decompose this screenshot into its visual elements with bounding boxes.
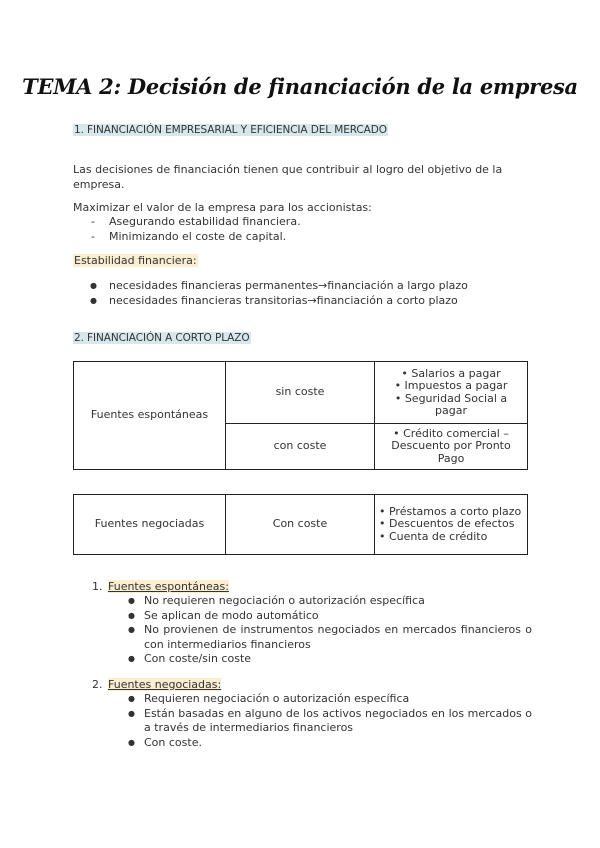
table-item: • Impuestos a pagar: [394, 379, 508, 392]
table-item: • Salarios a pagar: [401, 366, 501, 380]
table-items-cell: [375, 495, 528, 555]
table-items-cell: [375, 424, 528, 470]
spontaneous-sources-table: [73, 361, 528, 470]
list-item: ● Con coste.: [92, 736, 532, 751]
table-cost-cell: sin coste: [226, 362, 375, 424]
list-item: ● necesidades financieras permanentes→financiación a largo plazo: [73, 278, 468, 293]
list-item: ● No provienen de instrumentos negociados en mercados financieros o con intermediarios financieros: [92, 623, 532, 652]
section-1-paragraph: Las decisiones de financiación tienen que contribuir al logro del objetivo de la empresa.: [73, 163, 503, 191]
list-number: 1.: [92, 580, 103, 593]
negotiated-sources-table: [73, 494, 528, 555]
stability-list: [73, 278, 468, 308]
spontaneous-sources-section: [92, 579, 532, 667]
table-label-cell: Fuentes negociadas: [74, 495, 226, 555]
stability-label-row: [73, 253, 533, 268]
list-number: 2.: [92, 678, 103, 691]
maximize-paragraph: Maximizar el valor de la empresa para los accionistas:: [73, 201, 372, 214]
numbered-heading: [92, 579, 532, 594]
table-item: • Crédito comercial – Descuento por Pronto Pago: [391, 426, 511, 465]
list-heading-label: Fuentes espontáneas:: [108, 580, 229, 593]
list-item: ● Con coste/sin coste: [92, 652, 532, 667]
section-2-heading-text: 2. FINANCIACIÓN A CORTO PLAZO: [74, 332, 250, 344]
objectives-list: [73, 214, 301, 244]
list-item: - Minimizando el coste de capital.: [73, 229, 301, 244]
table-item: • Préstamos a corto plazo: [379, 504, 522, 518]
stability-label: Estabilidad financiera:: [74, 254, 197, 267]
table-item: • Seguridad Social a pagar: [394, 391, 508, 417]
list-item: ● Están basadas en alguno de los activos negociados en los mercados o a través de intermediarios financieros: [92, 707, 532, 736]
negotiated-sources-list: [92, 692, 532, 750]
list-item: ● necesidades financieras transitorias→financiación a corto plazo: [73, 293, 468, 308]
section-2-heading: [73, 332, 251, 344]
spontaneous-sources-list: [92, 594, 532, 667]
table-item: • Cuenta de crédito: [379, 529, 488, 543]
page-title: TEMA 2: Decisión de financiación de la empresa: [22, 74, 578, 99]
list-item: - Asegurando estabilidad financiera.: [73, 214, 301, 229]
negotiated-sources-section: [92, 677, 532, 750]
section-1-heading-text: 1. FINANCIACIÓN EMPRESARIAL Y EFICIENCIA DEL MERCADO: [74, 124, 387, 136]
list-item: ● No requieren negociación o autorización específica: [92, 594, 532, 609]
table-items-cell: [375, 362, 528, 424]
table-cost-cell: con coste: [226, 424, 375, 470]
table-cost-cell: Con coste: [226, 495, 375, 555]
list-item: ● Requieren negociación o autorización específica: [92, 692, 532, 707]
numbered-heading: [92, 677, 532, 692]
list-item: ● Se aplican de modo automático: [92, 609, 532, 624]
section-1-heading: [73, 124, 388, 136]
table-item: • Descuentos de efectos: [379, 517, 515, 531]
list-heading-label: Fuentes negociadas:: [108, 678, 222, 691]
table-label-cell: Fuentes espontáneas: [74, 362, 226, 470]
